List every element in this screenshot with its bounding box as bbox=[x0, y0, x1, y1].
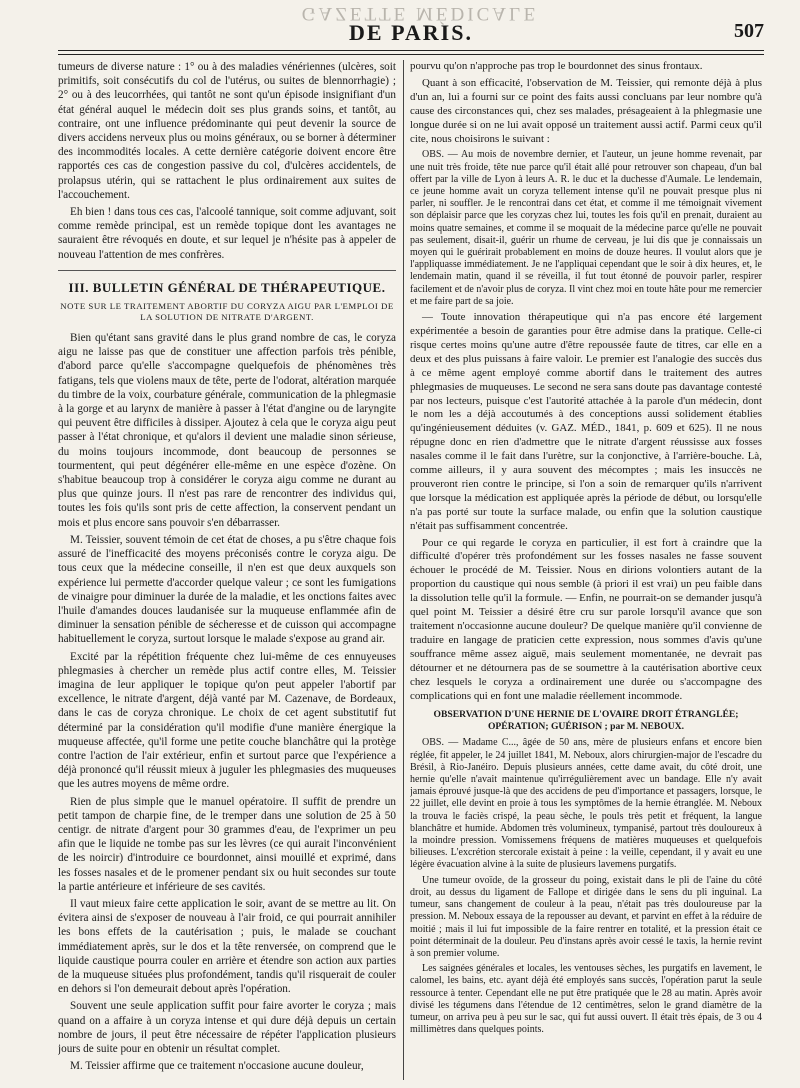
article-title: NOTE SUR LE TRAITEMENT ABORTIF DU CORYZA AIGU PAR L'EMPLOI DE LA SOLUTION DE NITRATE D'ARGENT. bbox=[60, 301, 394, 323]
column-divider bbox=[403, 60, 404, 1080]
paragraph: Souvent une seule application suffit pour faire avorter le coryza ; mais quand on a affaire à un coryza intense et qui dure déjà depuis un certain nombre de jours, il peut être nécessaire de répéter l'application plusieurs jours de suite pour en obtenir un résultat complet. bbox=[58, 1000, 396, 1055]
article-title: OBSERVATION D'UNE HERNIE DE L'OVAIRE DROIT ÉTRANGLÉE; OPÉRATION; GUÉRISON ; par M. NEBOUX. bbox=[433, 709, 739, 733]
paragraph: Bien qu'étant sans gravité dans le plus grand nombre de cas, le coryza aigu ne laisse pas que de constituer une affection parfois très pénible, d'abord parce qu'elle s'accompagne quelquefois de phénomènes très fatigans, tels que violens maux de tête, perte de l'odorat, altération marquée du timbre de la voix, courbature générale, communication de la phlegmasie à la gorge et au larynx de manière à passer à l'état d'angine ou de laryngite qui peuvent être difficiles à dissiper. Ajoutez à cela que le coryza aigu peut passer à l'état chronique, et qu'alors il devient une maladie sinon sérieuse, du moins toujours incommode, dont beaucoup de personnes se tourmentent, qui peut dégénérer elle-même en une espèce d'ozène. On s'habitue beaucoup trop à considérer le coryza aigu comme ne durant au plus que quinze jours. Il n'est pas rare de rencontrer des individus qui, toutes les fois qu'ils sont pris de cette affection, la conservent pendant un mois et plus encore sans pouvoir s'en débarrasser. bbox=[58, 332, 396, 529]
header-rule-bottom bbox=[58, 54, 764, 55]
header-rule-top bbox=[58, 50, 764, 51]
show-through-text: GAZETTE MÉDICALE bbox=[301, 3, 539, 24]
paragraph: Il vaut mieux faire cette application le soir, avant de se mettre au lit. On évitera ainsi de s'exposer de nouveau à l'air froid, ce qui pourrait annihiler les bons effets de la cautérisation ; puis, le malade se couchant immédiatement après, sur le dos et la tête renversée, on comprend que le liquide caustique pourra couler en arrière et étendre son action aux parties de la muqueuse situées plus profondément, tandis qu'il risquerait de couler en dehors si l'on demeurait debout après l'opération. bbox=[58, 897, 396, 996]
paragraph: M. Teissier affirme que ce traitement n'occasione aucune douleur, bbox=[70, 1060, 364, 1073]
paragraph: — Toute innovation thérapeutique qui n'a pas encore été largement expérimentée a besoin de garanties pour être admise dans la pratique. Celle-ci risque certes moins qu'une autre d'être repoussée faute de titres, car elle en a deux et des plus puissans à faire valoir. Le premier est l'analogie des succès dus à ce même agent employé comme abortif dans le traitement des autres phlegmasies de muqueuses. Le second ne sera sans doute pas davantage contesté par nos lecteurs, puisque c'est l'autorité attachée à la parole d'un médecin, dont le nom les a déjà accoutumés à des conceptions aussi solidement établies qu'ingénieusement déduites (v. GAZ. MÉD., 1841, p. 609 et 625). Il ne nous répugne donc en rien d'admettre que le nitrate d'argent réussisse aux fosses nasales comme il le fait dans l'urètre, sur la conjonctive, à l'arrière-bouche. Là, comme ailleurs, il y aura souvent des mécomptes ; mais les insuccès ne prouveront rien contre le principe, si l'on a soin de remarquer qu'ils n'arrivent que lorsque la médication est appliquée après la période de début, ou lorsqu'elle n'a pas porté sur toute la surface malade, ou enfin que la solution caustique n'était pas suffisamment concentrée. bbox=[410, 311, 762, 532]
section-title: III. BULLETIN GÉNÉRAL DE THÉRAPEUTIQUE. bbox=[68, 279, 386, 295]
right-column bbox=[410, 60, 762, 1082]
paragraph: Excité par la répétition fréquente chez lui-même de ces ennuyeuses phlegmasies à chercher un remède plus actif contre elles, M. Teissier imagina de leur appliquer le topique qu'on peut appeler l'abortif par excellence, le nitrate d'argent, déjà vanté par M. Cazenave, de Bordeaux, dans le cas de coryza chronique. Le choix de cet agent substitutif fut déterminé par la considération qu'il modifie d'une manière énergique la muqueuse affectée, qu'il forme une petite couche blanchâtre qui la protège contre l'action de l'air extérieur, enfin et surtout parce que l'expérience a déjà prononcé qu'il réussit mieux à juguler les phlegmasies des muqueuses que les autres moyens de même ordre. bbox=[58, 650, 396, 791]
observation-paragraph: OBS. — Madame C..., âgée de 50 ans, mère de plusieurs enfans et encore bien réglée, fit appeler, le 24 juillet 1841, M. Neboux, alors chirurgien-major de l'escadre du Brésil, à Rio-Janéiro. Depuis plusieurs années, cette dame avait, du côté droit, une hernie qu'elle n'avait maintenue qu'irrégulièrement avec un bandage. Elle n'y avait jamais éprouvé jusque-là que des accidens de peu d'importance et passagers, lorsque, le 22 juillet, elle devint en proie à tous les symptômes de la hernie étranglée. M. Neboux la trouva le faciès crispé, la peau sèche, le pouls très petit et fréquent, la langue blanchâtre et humide. Abdomen très volumineux, tympanisé, partout très douloureux à la moindre pression. Vomissemens fréquens de matières muqueuses et quelquefois bilieuses. L'excrétion stercorale existait à peine : la veille, cependant, il y avait eu une légère évacuation alvine à la suite de plusieurs lavemens purgatifs. bbox=[410, 737, 762, 871]
paragraph: M. Teissier, souvent témoin de cet état de choses, a pu s'être chaque fois assuré de l'inefficacité des moyens préconisés contre le coryza aigu. De tous ceux que la médecine conseille, il n'en est que deux auxquels son expérience lui permette d'accorder quelque valeur ; ce sont les fumigations de vinaigre pour diminuer la durée de la maladie, et les onctions faites avec l'huile d'amandes douces laudanisée sur la muqueuse enflammée afin de diminuer la sensation pénible de sécheresse et de cuisson qui accompagne habituellement le coryza, surtout lorsque le malade s'expose au grand air. bbox=[58, 533, 396, 646]
observation-paragraph: Les saignées générales et locales, les ventouses sèches, les purgatifs en lavement, le calomel, les bains, etc. ayant déjà été employés sans succès, l'opération parut la seule ressource à tenter. Cependant elle ne put être pratiquée que le 28 au matin. Après avoir divisé les tégumens dans l'étendue de 12 centimètres, selon le grand diamètre de la tumeur, on arriva peu à peu sur le sac, qui fut aussi ouvert. Il était très épais, de 3 ou 4 millimètres dans quelques points. bbox=[410, 963, 762, 1036]
paragraph: Quant à son efficacité, l'observation de M. Teissier, qui remonte déjà à plus d'un an, lui a fourni sur ce point des faits aussi concluans par leur nombre qu'à cause des circonstances qui, chez ses malades, présageaient à la phlegmasie une longue durée si on ne lui avait opposé un traitement aussi actif. Parmi ceux qu'il cite, nous choisirons le suivant : bbox=[410, 76, 762, 145]
paragraph: pourvu qu'on n'approche pas trop le bourdonnet des sinus frontaux. bbox=[410, 60, 703, 72]
observation-paragraph: Une tumeur ovoïde, de la grosseur du poing, existait dans le pli de l'aine du côté droit, au dessus du ligament de Fallope et dirigée dans le sens du pli inguinal. La tumeur, sans changement de couleur à la peau, n'était pas très douloureuse par la pression. M. Neboux essaya de la repousser au devant, et parvint en effet à la réduire de moitié ; mais il lui fut impossible de la faire rentrer en totalité, et la pression était ce point déterminait de la douleur. Peu d'instans après avoir cessé le taxis, la hernie revint à son premier volume. bbox=[410, 874, 762, 959]
page-number: 507 bbox=[734, 20, 764, 42]
page-title: DE PARIS. bbox=[349, 20, 473, 45]
left-column bbox=[58, 60, 396, 1082]
observation-paragraph: OBS. — Au mois de novembre dernier, et l'auteur, un jeune homme revenait, par une nuit très froide, tête nue parce qu'il était allé pour retrouver son chapeau, d'un bal offert par la ville de Lyon à leurs A. R. le duc et la duchesse d'Aumale. Le lendemain, ce jeune homme avait un coryza tellement intense qu'il ne pouvait presque plus ni parler, ni souffler. Je le rencontrai dans cet état, et comme il me témoignait vivement son déplaisir parce que les coryzas chez lui, toutes les fois qu'il en prenait, duraient au moins quatre semaines, et comme il se moquait de la médecine parce qu'elle ne pouvait pas seulement, disait-il, guérir un rhume de cerveau, je lui dis que je connaissais un moyen qui le guérirait probablement en moins de douze heures. Il voulut alors que je l'appliquasse immédiatement. Je ne l'appliquai cependant que le soir à dix heures, et, le lendemain matin, quand il se réveilla, il fut tout étonné de pouvoir parler, respirer facilement et de n'avoir plus de coryza. Il vint chez moi en toute hâte pour me remercier et me faire part de sa joie. bbox=[410, 149, 762, 307]
paragraph: Eh bien ! dans tous ces cas, l'alcoolé tannique, soit comme adjuvant, soit comme remède principal, est un remède topique dont les avantages ne sauraient être révoqués en doute, et sur lequel je n'hésite pas à appeler de nouveau l'attention de mes confrères. bbox=[58, 206, 396, 261]
paragraph: Pour ce qui regarde le coryza en particulier, il est fort à craindre que la difficulté d'opérer très profondément sur les fosses nasales ne fasse souvent échouer le procédé de M. Teissier. Nous en dirions volontiers autant de la proportion du caustique qui nous semble (à priori il est vrai) un peu faible dans la dissolution telle qu'il la formule. — Enfin, ne pourrait-on se demander jusqu'à quel point M. Teissier a désiré être cru sur parole lorsqu'il avance que son traitement n'occasionne aucune douleur? De quelque manière qu'il convienne de traduire en langage de praticien cette expression, nous sommes d'avis qu'une souffrance même assez aiguë, mais seulement momentanée, ne devrait pas détourner et ne détournera pas de se soumettre à la cautérisation abortive ceux chez lesquels le coryza a ordinairement une durée ou s'accompagne des complications qui en font une maladie réellement incommode. bbox=[410, 536, 762, 702]
section-separator bbox=[58, 270, 396, 271]
paragraph: tumeurs de diverse nature : 1° ou à des maladies vénériennes (ulcères, soit primitifs, soit consécutifs du col de l'utérus, ou suites de blennorrhagie) ; 2° ou à des leucorrhées, qui tantôt ne sont qu'un épisode insignifiant d'un état général auquel le médecin doit ses plus grands soins, et tantôt, au contraire, ont une influence prédominante qui peut devenir la source de divers accidens nerveux plus ou moins généraux, ou se borner à déterminer des incommodités locales. A cette dernière catégorie doivent encore être rapportés ces cas de congestion passive du col, d'ulcères accidentels, de prolapsus utérin, qui se rattachent le plus ordinairement aux suites de l'accouchement. bbox=[58, 61, 396, 201]
paragraph: Rien de plus simple que le manuel opératoire. Il suffit de prendre un petit tampon de charpie fine, de le tremper dans une solution de 25 à 50 centigr. de nitrate d'argent pour 30 grammes d'eau, de l'exprimer un peu afin que le liquide ne tombe pas sur les lèvres (ce qui aurait l'inconvénient de les noircir) d'introduire ce bourdonnet, ainsi mouillé et exprimé, dans les fosses nasales et de le promener pendant six ou huit secondes sur toute la partie antérieure et inférieure de ses cavités. bbox=[58, 795, 396, 893]
page-header bbox=[58, 20, 764, 46]
